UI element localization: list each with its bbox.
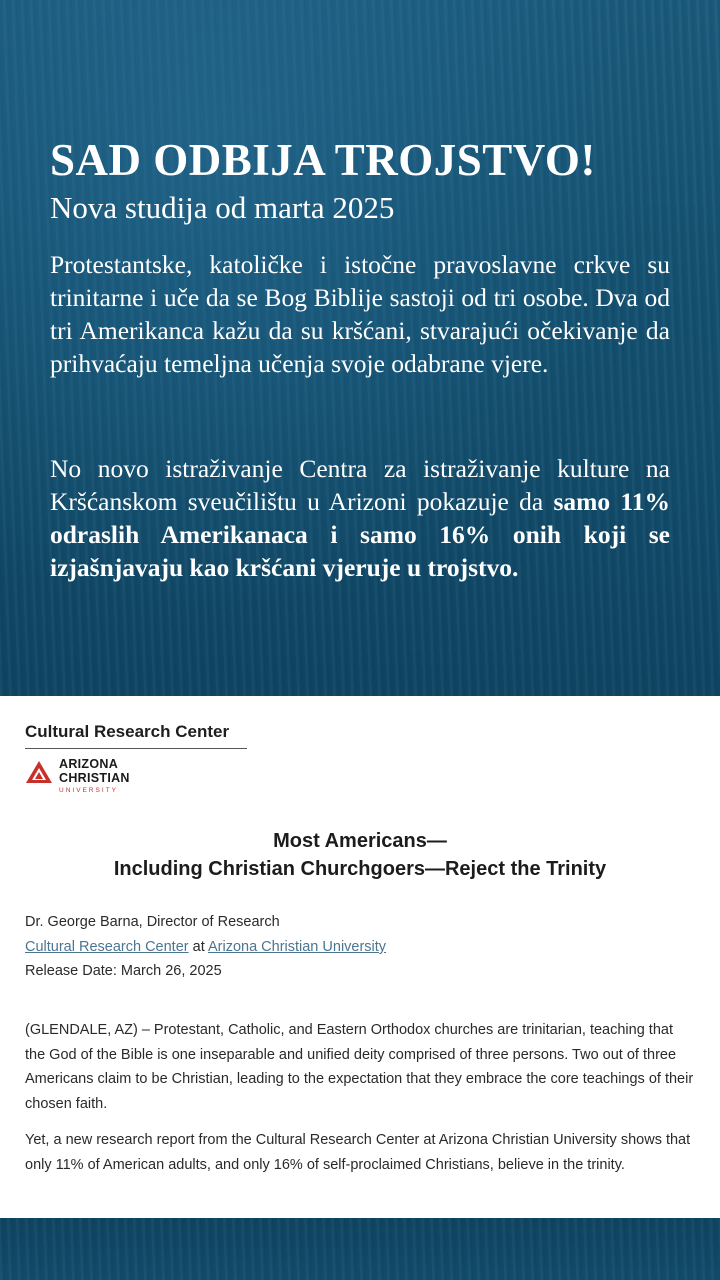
acu-link[interactable]: Arizona Christian University <box>207 939 387 955</box>
logo-text-university: UNIVERSITY <box>59 787 119 794</box>
body-paragraph-2: Yet, a new research report from the Cultural Research Center at Arizona Christian University shows that only 11% of American adults, and only 16% of self-proclaimed Christians, believe in the trinity. <box>25 1132 691 1173</box>
divider <box>25 748 247 749</box>
acu-triangle-icon <box>25 760 53 784</box>
press-release-screenshot <box>0 696 720 1218</box>
intro-paragraph: Protestantske, katoličke i istočne pravoslavne crkve su trinitarne i uče da se Bog Biblije sastoji od tri osobe. Dva od tri Amerikanca kažu da su kršćani, stvarajući očekivanje da prihvaćaju temeljna učenja svoje odabrane vjere. <box>50 250 670 378</box>
crc-link[interactable]: Cultural Research Center <box>25 939 189 955</box>
findings-highlight: samo 11% odraslih Amerikanaca i samo 16% onih koji se izjašnjavaju kao kršćani vjeruje u trojstvo. <box>50 487 670 582</box>
release-date: Release Date: March 26, 2025 <box>25 963 222 979</box>
findings-text: No novo istraživanje Centra za istraživanje kulture na Kršćanskom sveučilištu u Arizoni pokazuje da <box>50 454 670 516</box>
blue-wood-footer <box>0 1218 720 1280</box>
body-paragraph-1: (GLENDALE, AZ) – Protestant, Catholic, and Eastern Orthodox churches are trinitarian, teaching that the God of the Bible is one inseparable and unified deity comprised of three persons. Two out of three Americans claim to be Christian, leading to the expectation that they embrace the core teachings of their chosen faith. <box>25 1022 694 1112</box>
article-title-line2: Including Christian Churchgoers—Reject the Trinity <box>113 858 607 880</box>
article-title-line1: Most Americans— <box>273 830 447 852</box>
subheadline: Nova studija od marta 2025 <box>50 190 395 225</box>
author: Dr. George Barna, Director of Research <box>25 914 280 930</box>
logo-text-arizona: ARIZONA <box>59 757 119 771</box>
affiliation <box>25 939 386 955</box>
headline: SAD ODBIJA TROJSTVO! <box>50 135 596 185</box>
acu-logo <box>25 758 185 800</box>
org-name: Cultural Research Center <box>25 722 230 741</box>
logo-text-christian: CHRISTIAN <box>59 771 130 785</box>
findings-paragraph <box>50 452 670 584</box>
affiliation-at: at <box>188 939 208 955</box>
